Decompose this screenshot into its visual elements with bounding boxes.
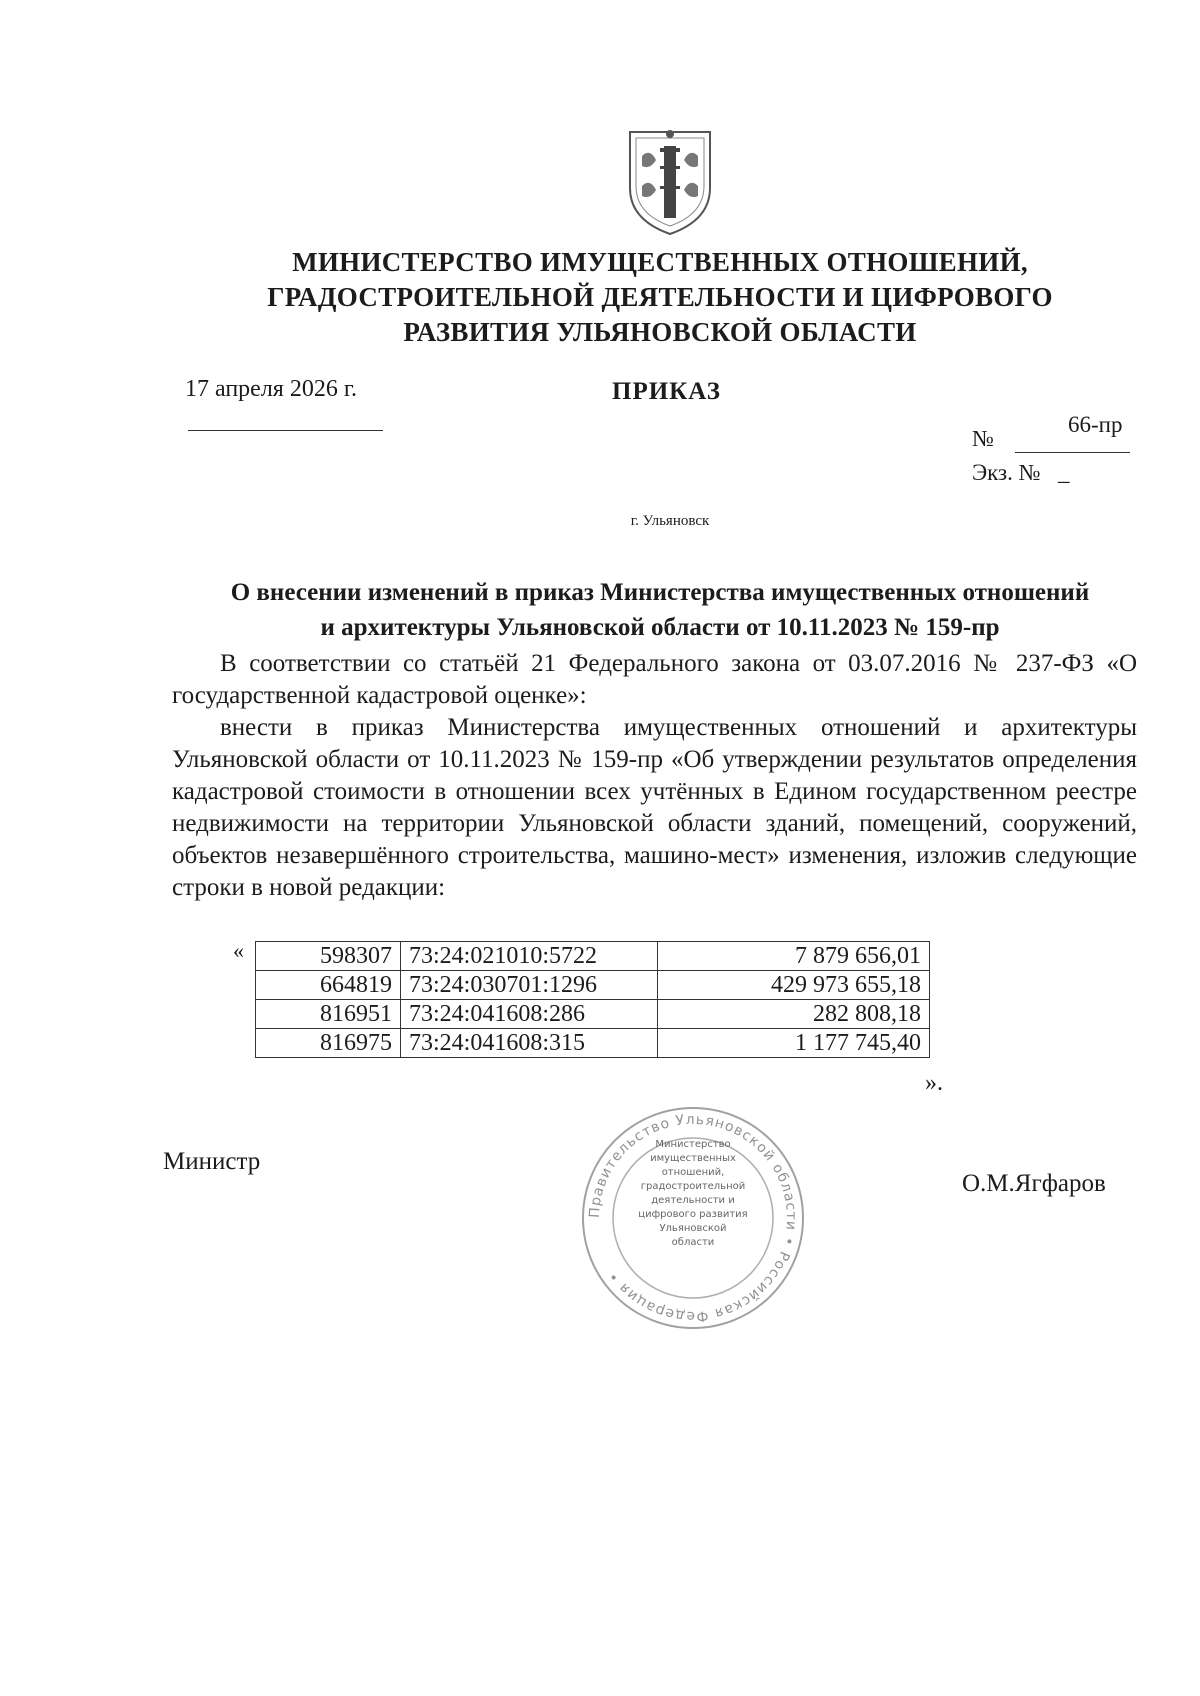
table-row (256, 1029, 930, 1058)
stamp-line: цифрового развития (638, 1209, 748, 1220)
order-subject (170, 575, 1150, 645)
document-type: ПРИКАЗ (612, 378, 721, 405)
subject-line: О внесении изменений в приказ Министерства имущественных отношений (230, 579, 1090, 606)
cadastral-number: 73:24:041608:315 (401, 1029, 658, 1058)
row-id: 598307 (256, 942, 401, 971)
table-open-quote: « (233, 938, 244, 963)
table-row (256, 942, 930, 971)
cadastral-value: 1 177 745,40 (658, 1029, 930, 1058)
stamp-outer-text: Правительство Ульяновской области • Российская Федерация • (586, 1111, 800, 1325)
stamp-line: отношений, (661, 1167, 725, 1178)
table-row (256, 1000, 930, 1029)
stamp-line: деятельности и (651, 1195, 735, 1206)
stamp-line: имущественных (650, 1153, 736, 1164)
number-label: № (972, 426, 994, 451)
order-number: 66-пр (1068, 412, 1123, 437)
number-underline (1015, 452, 1130, 453)
row-id: 664819 (256, 971, 401, 1000)
table-close-quote: ». (925, 1070, 943, 1096)
body-paragraph: внести в приказ Министерства имущественных отношений и архитектуры Ульяновской области от 10.11.2023 № 159-пр «Об утверждении результатов определения кадастровой стоимости в отношении всех учтённых в Едином государственном реестре недвижимости на территории Ульяновской области зданий, помещений, сооружений, объектов незавершённого строительства, машино-мест» изменения, изложив следующие строки в новой редакции: (172, 714, 1137, 901)
ministry-name (230, 245, 1090, 350)
stamp-line: градостроительной (640, 1181, 746, 1192)
body-paragraph: В соответствии со статьёй 21 Федерального закона от 03.07.2016 № 237-ФЗ «О государственной кадастровой оценке»: (172, 650, 1137, 709)
row-id: 816975 (256, 1029, 401, 1058)
cadastral-value: 282 808,18 (658, 1000, 930, 1029)
order-date: 17 апреля 2026 г. (185, 376, 357, 402)
coat-of-arms-icon (620, 126, 720, 238)
ministry-line: МИНИСТЕРСТВО ИМУЩЕСТВЕННЫХ ОТНОШЕНИЙ, (292, 247, 1028, 277)
cadastral-number: 73:24:041608:286 (401, 1000, 658, 1029)
order-body (172, 648, 1137, 904)
cadastral-value: 429 973 655,18 (658, 971, 930, 1000)
cadastral-number: 73:24:021010:5722 (401, 942, 658, 971)
cadastral-number: 73:24:030701:1296 (401, 971, 658, 1000)
row-id: 816951 (256, 1000, 401, 1029)
cadastral-value: 7 879 656,01 (658, 942, 930, 971)
ministry-line: РАЗВИТИЯ УЛЬЯНОВСКОЙ ОБЛАСТИ (403, 317, 917, 347)
stamp-inner-text (630, 1138, 756, 1250)
table-row (256, 971, 930, 1000)
city: г. Ульяновск (630, 513, 710, 529)
stamp-line: области (671, 1237, 715, 1248)
signatory-name: О.М.Ягфаров (962, 1170, 1106, 1197)
subject-line: и архитектуры Ульяновской области от 10.11.2023 № 159-пр (320, 614, 1000, 641)
stamp-line: Министерство (655, 1139, 731, 1150)
date-underline (188, 430, 383, 431)
copy-number-value: _ (1058, 460, 1070, 485)
signatory-title: Министр (163, 1148, 261, 1175)
stamp-line: Ульяновской (659, 1223, 727, 1234)
ministry-line: ГРАДОСТРОИТЕЛЬНОЙ ДЕЯТЕЛЬНОСТИ И ЦИФРОВОГО (267, 282, 1053, 312)
copy-number-label: Экз. № (972, 460, 1041, 485)
cadastral-table (255, 941, 930, 1058)
